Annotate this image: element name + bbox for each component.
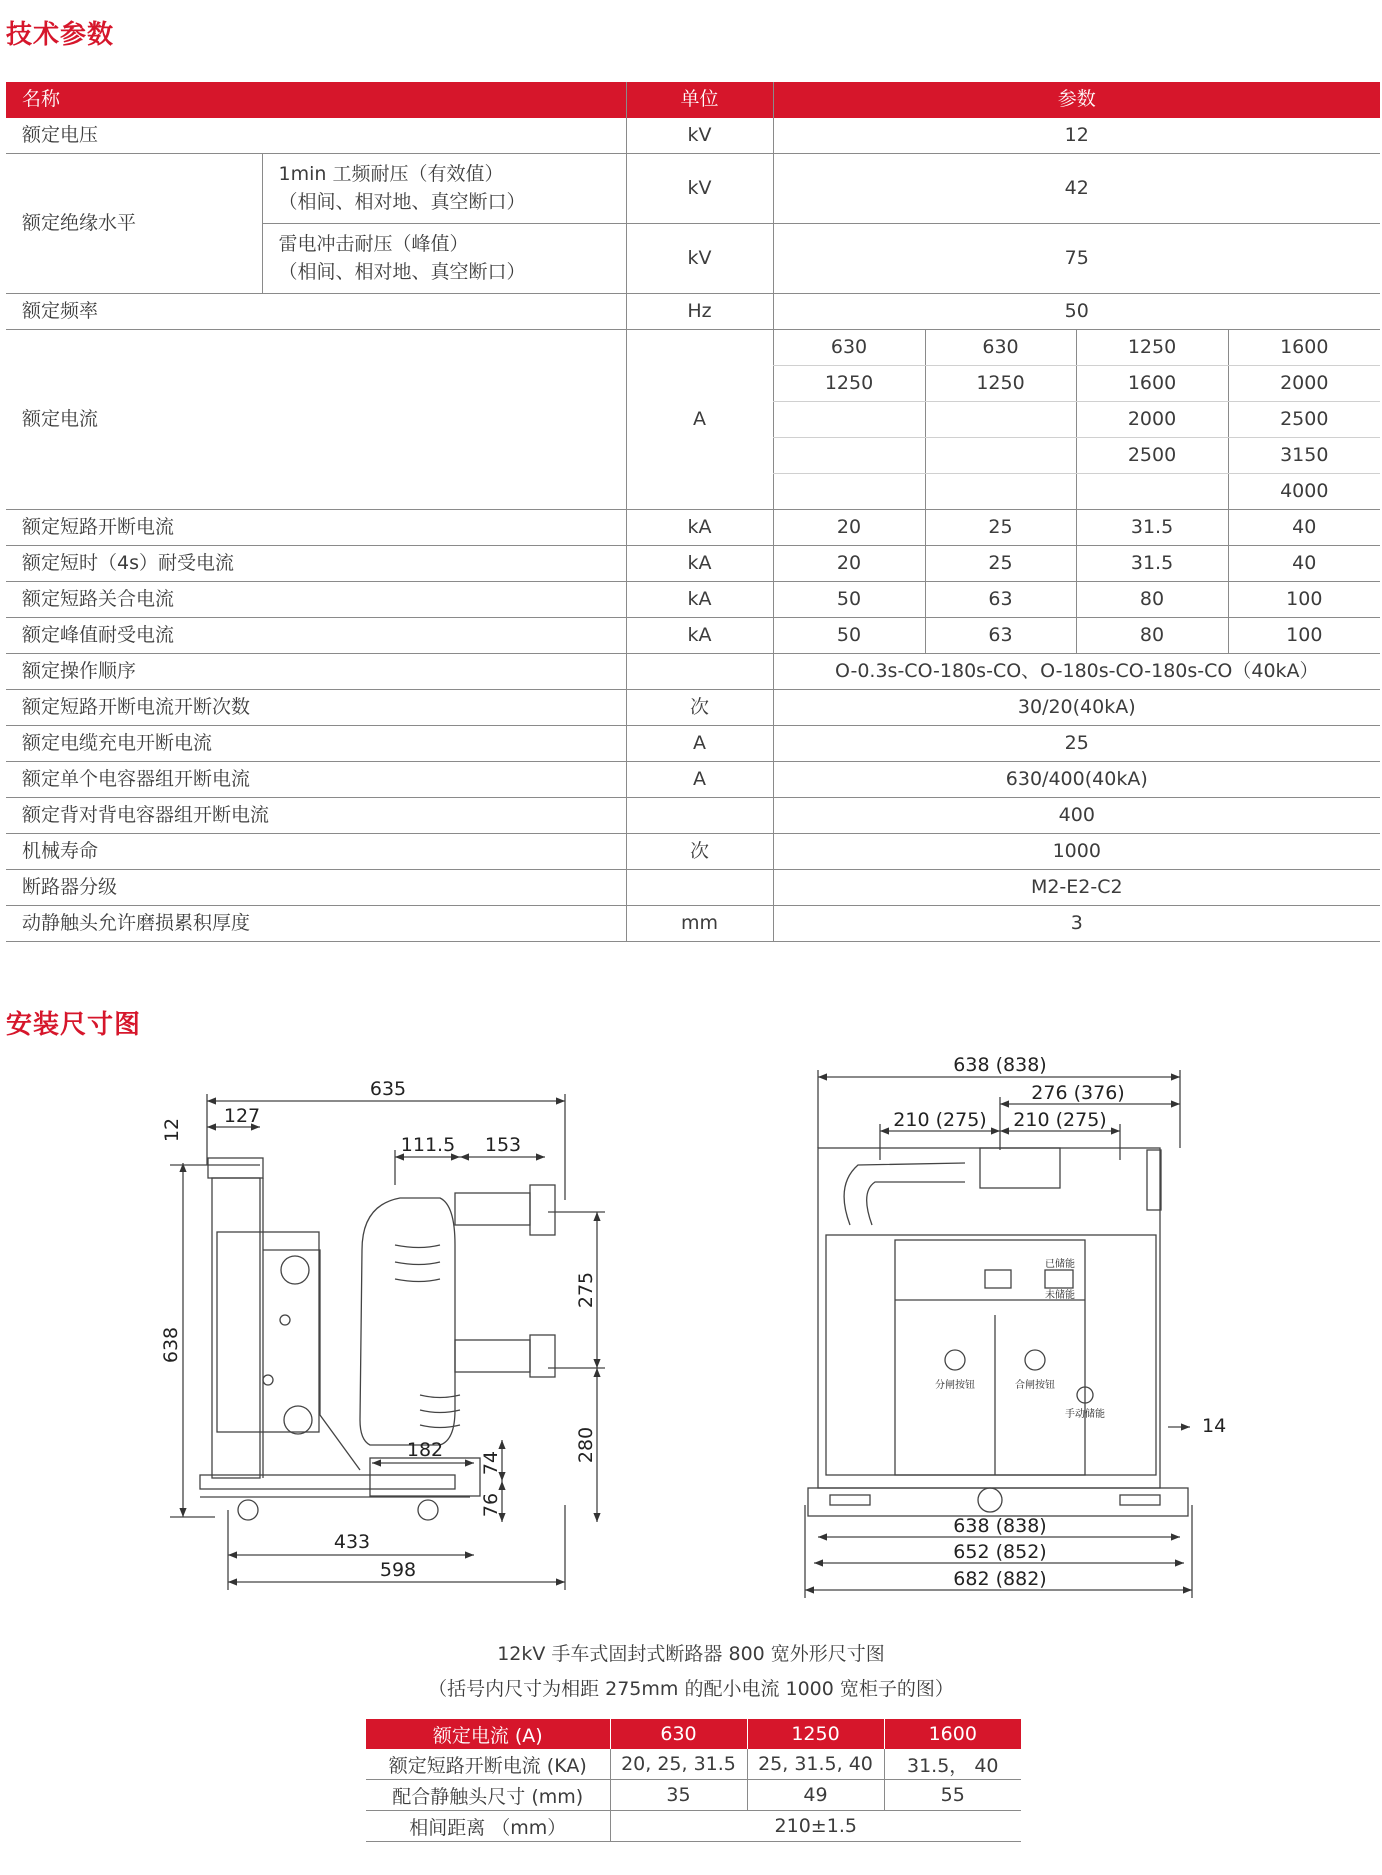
insulation-name: 额定绝缘水平 (6, 154, 262, 294)
current-cell (925, 438, 1076, 474)
lightning-line2: （相间、相对地、真空断口） (278, 260, 526, 283)
mini-header-cell: 1600 (884, 1719, 1021, 1749)
dim-top-total: 638 (838) (953, 1054, 1047, 1076)
row-unit: kV (626, 154, 773, 224)
close-button-label: 合闸按钮 (1015, 1380, 1055, 1391)
caption-line1: 12kV 手车式固封式断路器 800 宽外形尺寸图 (497, 1643, 885, 1665)
lightning-line1: 雷电冲击耐压（峰值） (278, 232, 469, 255)
row-value: 20 (773, 546, 925, 582)
mini-cell: 20, 25, 31.5 (610, 1749, 747, 1780)
row-unit: mm (626, 906, 773, 942)
row-name: 额定峰值耐受电流 (6, 618, 626, 654)
current-cell (773, 474, 925, 510)
current-spec-table (366, 1719, 1021, 1842)
dim-182: 182 (406, 1439, 444, 1461)
mini-header-cell: 630 (610, 1719, 747, 1749)
row-value: 40 (1228, 546, 1380, 582)
row-value: 42 (773, 154, 1380, 224)
table-row (6, 330, 1380, 366)
row-name: 断路器分级 (6, 870, 626, 906)
current-cell (773, 438, 925, 474)
row-value: 20 (773, 510, 925, 546)
row-value: 100 (1228, 582, 1380, 618)
row-value: 25 (925, 546, 1076, 582)
row-value: 630/400(40kA) (773, 762, 1380, 798)
row-unit: kA (626, 582, 773, 618)
table-row (6, 798, 1380, 834)
power-freq-desc (262, 154, 626, 224)
row-value: 31.5 (1076, 546, 1228, 582)
row-value: 50 (773, 582, 925, 618)
row-value: 31.5 (1076, 510, 1228, 546)
dim-280: 280 (575, 1426, 597, 1464)
dim-276: 276 (376) (1031, 1082, 1125, 1104)
dim-127: 127 (223, 1105, 261, 1127)
table-row (6, 654, 1380, 690)
header-param: 参数 (773, 82, 1380, 118)
row-name: 额定频率 (6, 294, 626, 330)
table-row (366, 1811, 1021, 1842)
row-unit: kA (626, 618, 773, 654)
stored-label: 已储能 (1045, 1259, 1075, 1270)
row-name: 额定电缆充电开断电流 (6, 726, 626, 762)
dim-210-right: 210 (275) (1013, 1109, 1107, 1131)
row-unit (626, 654, 773, 690)
front-view-labels (935, 1257, 1105, 1420)
current-cell: 630 (925, 330, 1076, 366)
row-unit: Hz (626, 294, 773, 330)
row-value: 40 (1228, 510, 1380, 546)
table-row (6, 294, 1380, 330)
row-unit: 次 (626, 690, 773, 726)
header-unit: 单位 (626, 82, 773, 118)
current-cell (925, 474, 1076, 510)
dim-bottom-652: 652 (852) (953, 1541, 1047, 1563)
row-name: 机械寿命 (6, 834, 626, 870)
front-view-dimensions (893, 1054, 1226, 1590)
row-name: 额定背对背电容器组开断电流 (6, 798, 626, 834)
row-value: 80 (1076, 582, 1228, 618)
row-unit: kA (626, 546, 773, 582)
table-row (6, 906, 1380, 942)
row-name: 额定电压 (6, 118, 626, 154)
dim-638: 638 (160, 1326, 182, 1364)
current-cell: 2000 (1076, 402, 1228, 438)
dim-14: 14 (1202, 1415, 1227, 1437)
table-row (6, 154, 1380, 224)
mini-header-cell: 额定电流 (A) (366, 1719, 610, 1749)
mini-cell: 25, 31.5, 40 (747, 1749, 884, 1780)
table-row (6, 118, 1380, 154)
dim-635: 635 (369, 1078, 407, 1100)
current-cell (1076, 474, 1228, 510)
current-cell: 2000 (1228, 366, 1380, 402)
mini-cell: 49 (747, 1780, 884, 1811)
row-value: 50 (773, 618, 925, 654)
mini-row-label: 额定短路开断电流 (KA) (366, 1749, 610, 1780)
current-cell: 1600 (1076, 366, 1228, 402)
row-name: 额定电流 (6, 330, 626, 510)
row-value: 1000 (773, 834, 1380, 870)
not-stored-label: 未储能 (1045, 1290, 1075, 1301)
dim-153: 153 (484, 1134, 522, 1156)
row-name: 额定短路开断电流开断次数 (6, 690, 626, 726)
row-unit: A (626, 726, 773, 762)
dim-bottom-638: 638 (838) (953, 1515, 1047, 1537)
current-cell: 1250 (1076, 330, 1228, 366)
row-value: 25 (925, 510, 1076, 546)
table-row (6, 618, 1380, 654)
power-freq-line2: （相间、相对地、真空断口） (278, 190, 526, 213)
table-row (6, 690, 1380, 726)
row-value: 400 (773, 798, 1380, 834)
row-name: 额定短时（4s）耐受电流 (6, 546, 626, 582)
row-value: 80 (1076, 618, 1228, 654)
caption-line2: （括号内尺寸为相距 275mm 的配小电流 1000 宽柜子的图） (428, 1678, 954, 1700)
dim-111-5: 111.5 (400, 1134, 456, 1156)
row-unit (626, 798, 773, 834)
spec-header-row (6, 82, 1380, 118)
power-freq-line1: 1min 工频耐压（有效值） (278, 162, 504, 185)
table-row (6, 834, 1380, 870)
table-row (6, 546, 1380, 582)
current-cell: 1250 (773, 366, 925, 402)
row-name: 额定短路关合电流 (6, 582, 626, 618)
dim-12: 12 (161, 1117, 183, 1143)
header-name: 名称 (6, 82, 626, 118)
mini-header-cell: 1250 (747, 1719, 884, 1749)
row-name: 额定操作顺序 (6, 654, 626, 690)
table-row (6, 726, 1380, 762)
dim-275: 275 (575, 1271, 597, 1309)
row-value: 25 (773, 726, 1380, 762)
row-unit (626, 870, 773, 906)
current-cell: 2500 (1076, 438, 1228, 474)
dim-598: 598 (379, 1559, 417, 1581)
row-unit: 次 (626, 834, 773, 870)
dimension-drawings (0, 1040, 1382, 1600)
row-value: O-0.3s-CO-180s-CO、O-180s-CO-180s-CO（40kA） (773, 654, 1380, 690)
install-dims-title: 安装尺寸图 (6, 1010, 142, 1040)
row-value: 63 (925, 582, 1076, 618)
tech-params-title: 技术参数 (6, 20, 115, 50)
row-unit: A (626, 330, 773, 510)
current-cell: 4000 (1228, 474, 1380, 510)
dim-76: 76 (480, 1492, 502, 1518)
mini-header-row (366, 1719, 1021, 1749)
table-row (6, 870, 1380, 906)
mini-cell: 55 (884, 1780, 1021, 1811)
mini-cell: 31.5， 40 (884, 1749, 1021, 1780)
mini-cell: 210±1.5 (610, 1811, 1021, 1842)
row-unit: kV (626, 224, 773, 294)
dim-bottom-682: 682 (882) (953, 1568, 1047, 1590)
table-row (6, 510, 1380, 546)
row-name: 动静触头允许磨损累积厚度 (6, 906, 626, 942)
row-value: 3 (773, 906, 1380, 942)
mini-row-label: 相间距离 （mm） (366, 1811, 610, 1842)
row-name: 额定短路开断电流 (6, 510, 626, 546)
row-value: 63 (925, 618, 1076, 654)
table-row (6, 582, 1380, 618)
side-view-dimensions (160, 1078, 597, 1581)
side-view-drawing (170, 1094, 605, 1590)
row-unit: kA (626, 510, 773, 546)
row-value: 75 (773, 224, 1380, 294)
row-unit: A (626, 762, 773, 798)
dim-433: 433 (333, 1531, 371, 1553)
dim-74: 74 (480, 1450, 502, 1476)
current-cell (773, 402, 925, 438)
open-button-label: 分闸按钮 (935, 1380, 975, 1391)
table-row (366, 1780, 1021, 1811)
table-row (366, 1749, 1021, 1780)
dim-210-left: 210 (275) (893, 1109, 987, 1131)
spec-table (6, 82, 1380, 942)
table-row (6, 762, 1380, 798)
row-value: 50 (773, 294, 1380, 330)
row-value: 12 (773, 118, 1380, 154)
current-cell: 1250 (925, 366, 1076, 402)
lightning-desc (262, 224, 626, 294)
current-cell (925, 402, 1076, 438)
row-value: 30/20(40kA) (773, 690, 1380, 726)
row-name: 额定单个电容器组开断电流 (6, 762, 626, 798)
current-cell: 3150 (1228, 438, 1380, 474)
current-cell: 1600 (1228, 330, 1380, 366)
current-cell: 630 (773, 330, 925, 366)
current-cell: 2500 (1228, 402, 1380, 438)
mini-row-label: 配合静触头尺寸 (mm) (366, 1780, 610, 1811)
row-unit: kV (626, 118, 773, 154)
row-value: 100 (1228, 618, 1380, 654)
manual-charge-label: 手动储能 (1065, 1409, 1105, 1420)
row-value: M2-E2-C2 (773, 870, 1380, 906)
mini-cell: 35 (610, 1780, 747, 1811)
